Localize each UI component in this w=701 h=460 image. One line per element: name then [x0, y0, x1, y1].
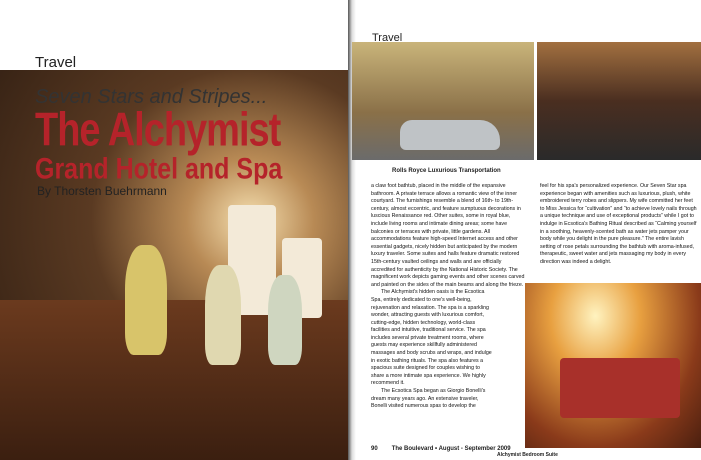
publication-line: The Boulevard • August - September 2009 [391, 446, 511, 452]
paragraph: The Ecsotica Spa began as Giorgio Bonelli's dream many years ago. An extensive traveler, Bonelli visited numerous spas to develop the [371, 388, 486, 410]
perfume-bottle [125, 245, 167, 355]
bedroom-caption: Alchymist Bedroom Suite [497, 452, 558, 458]
canopy-bed [560, 358, 680, 418]
rolls-royce-car [400, 120, 500, 150]
byline: By Thorsten Buehrmann [37, 184, 167, 198]
body-column-1 [371, 183, 527, 411]
car-caption: Rolls Royce Luxurious Transportation [392, 168, 501, 174]
perfume-bottle [205, 265, 241, 365]
paragraph: The Alchymist's hidden oasis is the Ecsotica Spa, entirely dedicated to one's well-being, rejuvenation and relaxation. The spa is a sparkling wonder, attracting guests with luxurious comfort, cutting-edge, hidden technology, world-class facilities and intuitive, traditional service. The spa includes several private treatment rooms, where guests may experience skillfully administered massages and body scrubs and wraps, and indulge in exotic bathing rituals. The spa also features a spacious suite designed for couples wishing to share a more intimate spa experience. We highly recommend it. [371, 289, 492, 387]
body-column-2 [540, 183, 698, 267]
paragraph: a claw foot bathtub, placed in the middle of the expansive bathroom. A private terrace allows a romantic view of the inner courtyard. The furnishings resemble a blend of 16th- to 19th-century, almost eccentric, and feature sumptuous decorations in luscious Renaissance red. Other suites, some in royal blue, include living rooms and intimate dining areas; some have balconies or terraces with private, little gardens. All accommodations feature high-speed Internet access and other essential gadgets, nicely hidden but anticipated by the modern luxury traveler. Some suites and halls feature dramatic restored 15th-century vaulted ceilings and walls and are officially accredited for authenticity by the National Historic Society. The magnificent work depicts gaming events and other scenes carved and painted on the sides of the main beams and along the frieze. [371, 183, 525, 288]
section-label: Travel [35, 54, 77, 71]
paragraph: feel for his spa's personalized experience. Our Seven Star spa experience began with amenities such as luxurious, plush, white embroidered terry robes and slippers. My wife committed her feet to Miss Jessica for “cultivation” and “to achieve lovely nails through a unique technique and use of exceptional products” while I got to indulge in Ecsotica's Bathing Ritual described as “Calming yourself in a soothing, heavenly-scented bath as water jets pamper your body while you delight in the pure pleasure.” The entire lavish setting of rose petals surrounding the bathtub with aroma-infused, therapeutic, sweet water and jets massaging my body in every direction was indeed a delight. [540, 183, 697, 265]
article-title: The Alchymist [35, 104, 281, 157]
section-label-right: Travel [372, 32, 403, 44]
page-footer [371, 446, 525, 452]
hotel-entrance-photo [352, 42, 534, 160]
article-title-line2: Grand Hotel and Spa [35, 152, 283, 186]
hotel-staff-photo [537, 42, 701, 160]
page-number: 90 [371, 446, 378, 452]
perfume-bottle [268, 275, 302, 365]
bedroom-suite-photo [525, 283, 701, 448]
article-subtitle: Seven Stars and Stripes... [35, 86, 268, 108]
